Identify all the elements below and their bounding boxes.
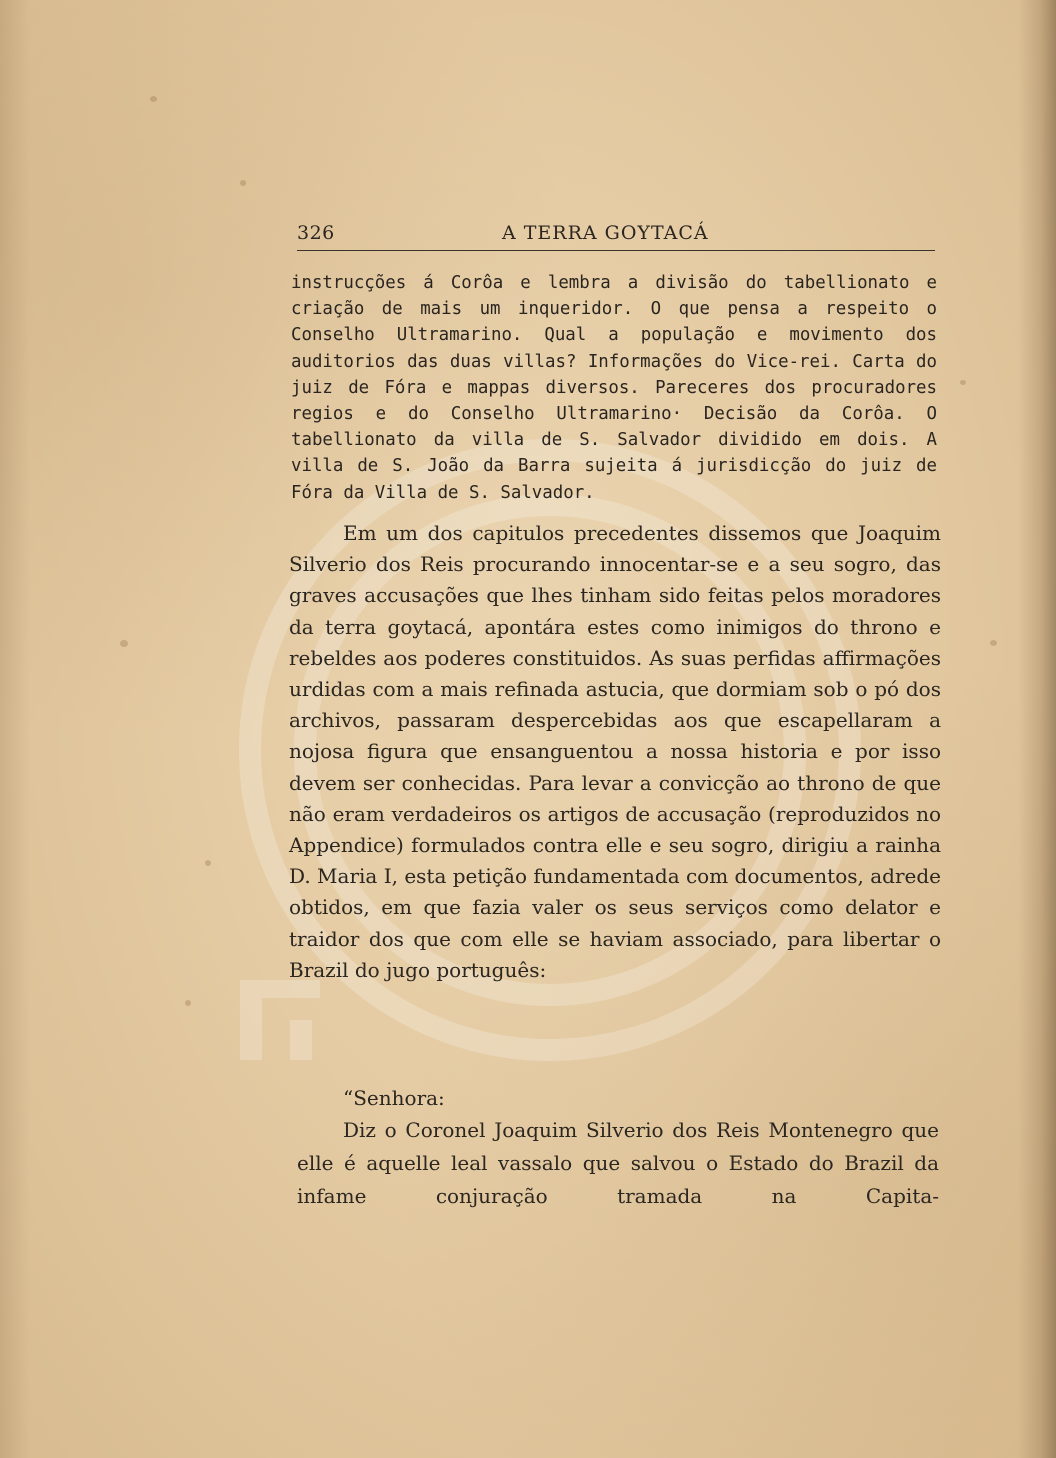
body-paragraph: Em um dos capitulos precedentes dissemos que Joaquim Silverio dos Reis procurando innocentar-se e a seu sogro, das graves accusações que lhes tinham sido feitas pelos moradores da terra goytacá, apontára estes como inimigos do throno e rebeldes aos poderes constituidos. As suas perfidas affirmações urdidas com a mais refinada astucia, que dormiam sob o pó dos archivos, passaram despercebidas aos que escapellaram a nojosa figura que ensanguentou a nossa historia e por isso devem ser conhecidas. Para levar a convicção ao throno de que não eram verdadeiros os artigos de accusação (reproduzidos no Appendice) formulados contra elle e seu sogro, dirigiu a rainha D. Maria I, esta petição fundamentada com documentos, adrede obtidos, em que fazia valer os seus serviços como delator e traidor dos que com elle se haviam associado, para libertar o Brazil do jugo português: [289,521,941,982]
paper-spot [240,180,246,186]
body-paragraph-container [289,518,941,986]
chapter-summary: instrucções á Corôa e lembra a divisão do tabellionato e criação de mais um inqueridor. O que pensa a respeito o Conselho Ultramarino. Qual a população e movimento dos auditorios das duas villas? Informações do Vice-rei. Carta do juiz de Fóra e mappas diversos. Pareceres dos procuradores regios e do Conselho Ultramarino· Decisão da Corôa. O tabellionato da villa de S. Salvador dividido em dois. A villa de S. João da Barra sujeita á jurisdicção do juiz de Fóra da Villa de S. Salvador. [291,273,937,503]
running-header [297,220,935,251]
page-edge-shadow-right [1018,0,1056,1458]
page-number: 326 [297,222,335,244]
page-edge-shadow-left [0,0,30,1458]
paper-spot [205,860,211,866]
petition-text-container [297,1114,939,1213]
petition-paragraph: Diz o Coronel Joaquim Silverio dos Reis Montenegro que elle é aquelle leal vassalo que salvou o Estado do Brazil da infame conjuração tramada na Capita- [297,1118,939,1208]
paper-spot [185,1000,191,1006]
paper-spot [120,640,128,647]
paper-spot [960,380,966,385]
petition-salutation: “Senhora: [343,1086,445,1110]
running-title: A TERRA GOYTACÁ [502,222,709,244]
paper-spot [150,96,157,102]
paper-spot [990,640,997,646]
